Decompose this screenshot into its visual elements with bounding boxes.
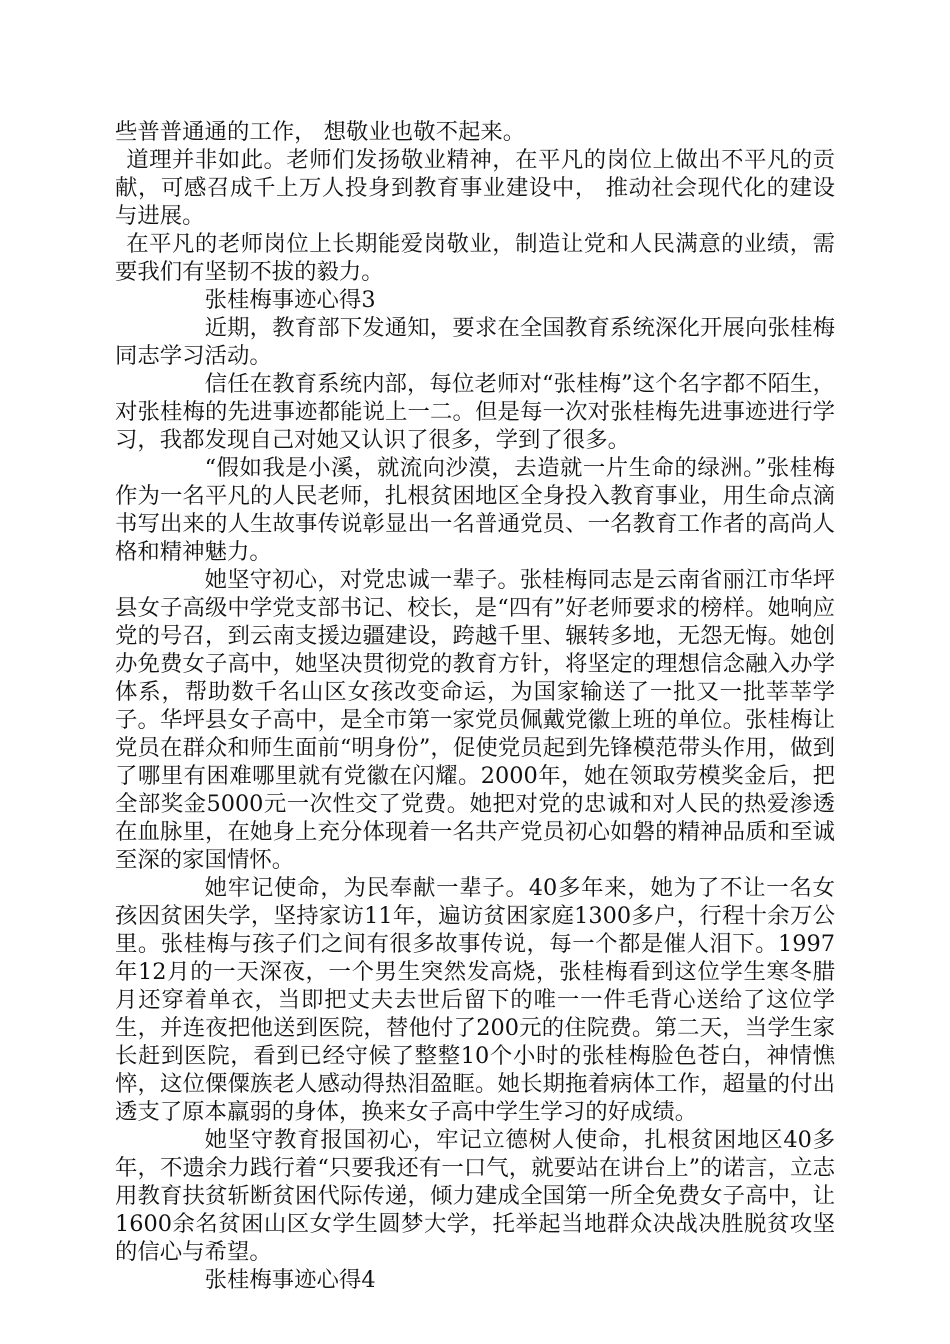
paragraph: 在平凡的老师岗位上长期能爱岗敬业，制造让党和人民满意的业绩，需要我们有坚韧不拔的毅力。 [115,231,835,285]
paragraph: 道理并非如此。老师们发扬敬业精神，在平凡的岗位上做出不平凡的贡献，可感召成千上万人投身到教育事业建设中， 推动社会现代化的建设与进展。 [115,147,835,229]
document-body [115,118,835,1294]
paragraph: “假如我是小溪，就流向沙漠，去造就一片生命的绿洲。”张桂梅作为一名平凡的人民老师，扎根贫困地区全身投入教育事业，用生命点滴书写出来的人生故事传说彰显出一名普通党员、一名教育工作者的高尚人格和精神魅力。 [115,455,835,565]
paragraph: 些普普通通的工作， 想敬业也敬不起来。 [115,119,526,145]
section-heading: 张桂梅事迹心得4 [204,1267,376,1293]
document-page [115,0,835,1344]
paragraph: 她坚守初心，对党忠诚一辈子。张桂梅同志是云南省丽江市华坪县女子高级中学党支部书记、校长，是“四有”好老师要求的榜样。她响应党的号召，到云南支援边疆建设，跨越千里、辗转多地，无怨无悔。她创办免费女子高中，她坚决贯彻党的教育方针，将坚定的理想信念融入办学体系，帮助数千名山区女孩改变命运，为国家输送了一批又一批莘莘学子。华坪县女子高中，是全市第一家党员佩戴党徽上班的单位。张桂梅让党员在群众和师生面前“明身份”，促使党员起到先锋模范带头作用，做到了哪里有困难哪里就有党徽在闪耀。2000年，她在领取劳模奖金后，把全部奖金5000元一次性交了党费。她把对党的忠诚和对人民的热爱渗透在血脉里，在她身上充分体现着一名共产党员初心如磐的精神品质和至诚至深的家国情怀。 [115,567,835,873]
paragraph: 信任在教育系统内部，每位老师对“张桂梅”这个名字都不陌生，对张桂梅的先进事迹都能说上一二。但是每一次对张桂梅先进事迹进行学习，我都发现自己对她又认识了很多，学到了很多。 [115,371,835,453]
section-heading: 张桂梅事迹心得3 [204,287,376,313]
paragraph: 她坚守教育报国初心，牢记立德树人使命，扎根贫困地区40多年，不遗余力践行着“只要我还有一口气，就要站在讲台上”的诺言，立志用教育扶贫斩断贫困代际传递，倾力建成全国第一所全免费女子高中，让1600余名贫困山区女学生圆梦大学，托举起当地群众决战决胜脱贫攻坚的信心与希望。 [115,1127,835,1265]
paragraph: 近期，教育部下发通知，要求在全国教育系统深化开展向张桂梅同志学习活动。 [115,315,835,369]
paragraph: 她牢记使命，为民奉献一辈子。40多年来，她为了不让一名女孩因贫困失学，坚持家访11年，遍访贫困家庭1300多户，行程十余万公里。张桂梅与孩子们之间有很多故事传说，每一个都是催人泪下。1997年12月的一天深夜，一个男生突然发高烧，张桂梅看到这位学生寒冬腊月还穿着单衣，当即把丈夫去世后留下的唯一一件毛背心送给了这位学生，并连夜把他送到医院，替他付了200元的住院费。第二天，当学生家长赶到医院，看到已经守候了整整10个小时的张桂梅脸色苍白，神情憔悴，这位傈僳族老人感动得热泪盈眶。她长期拖着病体工作，超量的付出透支了原本羸弱的身体，换来女子高中学生学习的好成绩。 [115,875,835,1125]
